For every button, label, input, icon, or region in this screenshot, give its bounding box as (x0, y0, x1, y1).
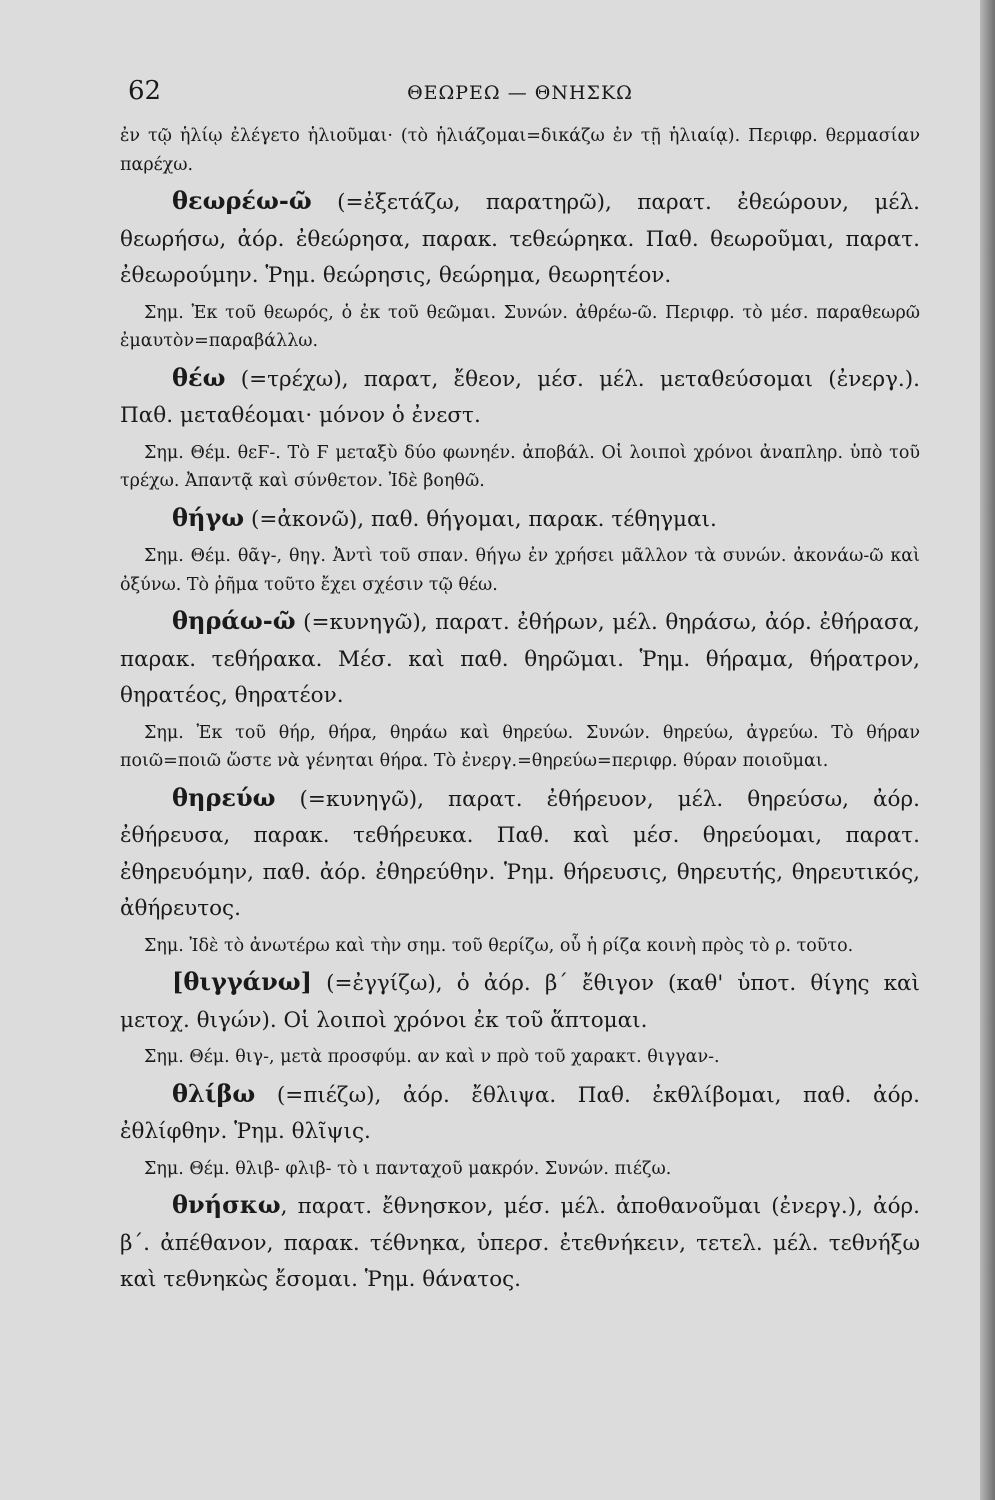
entry (120, 360, 920, 435)
page-number: 62 (128, 76, 162, 106)
entry-body: παρατ. ἔθνησκον, μέσ. μέλ. ἀποθανοῦμαι (ἐνεργ.), ἀόρ. β΄. ἀπέθανον, παρακ. τέθνηκα, ὑπερσ. ἐτεθνήκειν, τετελ. μέλ. τεθνήξω καὶ τεθνηκὼς ἔσομαι. Ῥημ. θάνατος. (120, 1194, 920, 1292)
page-header (120, 76, 920, 116)
entry-body: (=τρέχω), παρατ, ἔθεον, μέσ. μέλ. μεταθεύσομαι (ἐνεργ.). Παθ. μεταθέομαι· μόνον ὁ ἐνεστ. (120, 366, 920, 428)
entry (120, 964, 920, 1039)
headword: θνήσκω (172, 1190, 281, 1219)
entry-body: (=πιέζω), ἀόρ. ἔθλιψα. Παθ. ἐκθλίβομαι, παθ. ἀόρ. ἐθλίφθην. Ῥημ. θλῖψις. (120, 1082, 920, 1144)
headword: θλίβω (172, 1078, 256, 1108)
intro-continuation: ἐν τῷ ἡλίῳ ἐλέγετο ἡλιοῦμαι· (τὸ ἡλιάζομαι=δικάζω ἐν τῇ ἡλιαίᾳ). Περιφρ. θερμασίαν παρέχω. (120, 126, 920, 175)
headword: [θιγγάνω] (172, 967, 312, 996)
entry-note: Σημ. Θέμ. θλιβ- φλιβ- τὸ ι πανταχοῦ μακρόν. Συνών. πιέζω. (144, 1158, 672, 1179)
entry-note: Σημ. Θέμ. θᾶγ-, θηγ. Ἀντὶ τοῦ σπαν. θήγω ἐν χρήσει μᾶλλον τὰ συνών. ἀκονάω-ῶ καὶ ὀξύνω. Τὸ ῥῆμα τοῦτο ἔχει σχέσιν τῷ θέω. (120, 546, 920, 595)
running-title: ΘΕΩΡΕΩ — ΘΝΗΣΚΩ (407, 82, 633, 104)
entry-body: (=ἐξετάζω, παρατηρῶ), παρατ. ἐθεώρουν, μέλ. θεωρήσω, ἀόρ. ἐθεώρησα, παρακ. τεθεώρηκα. Παθ. θεωροῦμαι, παρατ. ἐθεωρούμην. Ῥημ. θεώρησις, θεώρημα, θεωρητέον. (120, 190, 920, 288)
entry-note: Σημ. Ἰδὲ τὸ ἀνωτέρω καὶ τὴν σημ. τοῦ θερίζω, οὗ ἡ ρίζα κοινὴ πρὸς τὸ ρ. τοῦτο. (144, 935, 854, 956)
page-edge-shadow (980, 0, 995, 1500)
entry (120, 1076, 920, 1151)
headword: θηράω-ῶ (172, 606, 296, 635)
entry-note: Σημ. Ἐκ τοῦ θεωρός, ὁ ἐκ τοῦ θεῶμαι. Συνών. ἀθρέω-ῶ. Περιφρ. τὸ μέσ. παραθεωρῶ ἐμαυτὸν=παραβάλλω. (120, 302, 920, 351)
dictionary-content (120, 122, 920, 1299)
entry-note: Σημ. Θέμ. θεϜ-. Τὸ Ϝ μεταξὺ δύο φωνηέν. ἀποβάλ. Οἱ λοιποὶ χρόνοι ἀναπληρ. ὑπὸ τοῦ τρέχω. Ἀπαντᾷ καὶ σύνθετον. Ἰδὲ βοηθῶ. (120, 442, 920, 491)
headword: θηρεύω (172, 782, 276, 812)
headword: θεωρέω-ῶ (172, 186, 312, 215)
entry: θνήσκω, παρατ. ἔθνησκον, μέσ. μέλ. ἀποθανοῦμαι (ἐνεργ.), ἀόρ. β΄. ἀπέθανον, παρακ. τέθνηκα, ὑπερσ. ἐτεθνήκειν, τετελ. μέλ. τεθνήξω καὶ τεθνηκὼς ἔσομαι. Ῥημ. θάνατος. (120, 1190, 920, 1292)
entry-body: (=κυνηγῶ), παρατ. ἐθήρευον, μέλ. θηρεύσω, ἀόρ. ἐθήρευσα, παρακ. τεθήρευκα. Παθ. καὶ μέσ. θηρεύομαι, παρατ. ἐθηρευόμην, παθ. ἀόρ. ἐθηρεύθην. Ῥημ. θήρευσις, θηρευτής, θηρευτικός, ἀθήρευτος. (120, 786, 920, 921)
entry-note: Σημ. Θέμ. θιγ-, μετὰ προσφύμ. αν καὶ ν πρὸ τοῦ χαρακτ. θιγγαν-. (144, 1047, 720, 1067)
entry-body: (=ἀκονῶ), παθ. θήγομαι, παρακ. τέθηγμαι. (251, 506, 717, 532)
headword: θέω (172, 362, 226, 392)
entry-body: (=ἐγγίζω), ὁ ἀόρ. β΄ ἔθιγον (καθ' ὑποτ. θίγης καὶ μετοχ. θιγών). Οἱ λοιποὶ χρόνοι ἐκ τοῦ ἅπτομαι. (120, 971, 920, 1033)
entry (120, 603, 920, 715)
entry-body: (=κυνηγῶ), παρατ. ἐθήρων, μέλ. θηράσω, ἀόρ. ἐθήρασα, παρακ. τεθήρακα. Μέσ. καὶ παθ. θηρῶμαι. Ῥημ. θήραμα, θήρατρον, θηρατέος, θηρατέον. (120, 610, 920, 708)
headword: θήγω (172, 502, 245, 532)
entry (120, 780, 920, 928)
entry-note: Σημ. Ἐκ τοῦ θήρ, θήρα, θηράω καὶ θηρεύω. Συνών. θηρεύω, ἀγρεύω. Τὸ θήραν ποιῶ=ποιῶ ὥστε νὰ γένηται θήρα. Τὸ ἐνεργ.=θηρεύω=περιφρ. θύραν ποιοῦμαι. (120, 722, 920, 771)
entry (120, 500, 920, 539)
entry (120, 183, 920, 295)
